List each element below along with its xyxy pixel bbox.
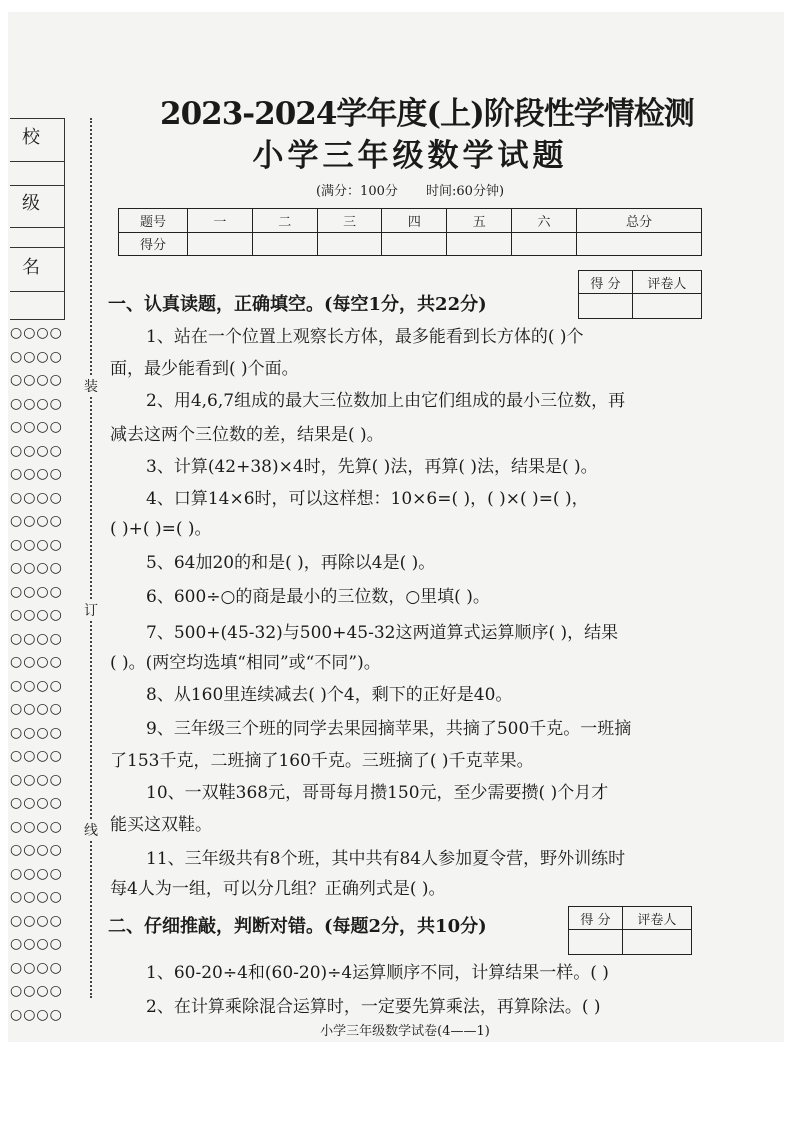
school-blank xyxy=(10,162,64,186)
dot-row: ○○○○ xyxy=(10,348,63,365)
dot-row: ○○○○ xyxy=(10,724,63,741)
score-table-cell: 五 xyxy=(447,209,512,233)
question-line: 11、三年级共有8个班，其中共有84人参加夏令营，野外训练时 xyxy=(146,849,626,869)
grader-name-blank[interactable] xyxy=(632,294,701,319)
score-table-cell: 题号 xyxy=(119,209,188,233)
dot-row: ○○○○ xyxy=(10,654,63,670)
score-table-header-row xyxy=(119,209,702,233)
dot-row: ○○○○ xyxy=(10,677,63,694)
dot-row: ○○○○ xyxy=(10,466,63,482)
dot-row: ○○○○ xyxy=(10,818,63,835)
page-footer: 小学三年级数学试卷(4——1) xyxy=(320,1024,490,1039)
binding-char-zhuang: 装 xyxy=(84,376,98,396)
class-blank xyxy=(10,228,64,248)
question-line: ( )。(两空均选填“相同”或“不同”)。 xyxy=(110,653,381,673)
dot-row: ○○○○ xyxy=(10,372,63,388)
dot-row: ○○○○ xyxy=(10,489,63,506)
dot-row: ○○○○ xyxy=(10,513,63,529)
question-line: 了153千克，二班摘了160千克。三班摘了( )千克苹果。 xyxy=(110,751,534,771)
question-line: 面，最少能看到( )个面。 xyxy=(110,359,299,379)
score-table xyxy=(118,208,702,256)
grader-name-label: 评卷人 xyxy=(622,907,691,930)
section1-heading: 一、认真读题，正确填空。(每空1分，共22分) xyxy=(108,294,487,315)
name-label: 名 xyxy=(10,248,64,292)
binding-char-xian: 线 xyxy=(84,820,98,840)
grader-score-label: 得 分 xyxy=(569,907,623,930)
dot-row: ○○○○ xyxy=(10,889,63,905)
grader-box-2 xyxy=(568,906,692,955)
exam-meta xyxy=(260,180,560,199)
grader-score-blank[interactable] xyxy=(579,294,633,319)
binding-dotted-line xyxy=(90,118,92,998)
score-table-cell: 二 xyxy=(252,209,317,233)
dot-row: ○○○○ xyxy=(10,912,63,929)
question-line: 3、计算(42+38)×4时，先算( )法，再算( )法，结果是( )。 xyxy=(146,457,598,477)
binding-dots xyxy=(10,322,66,1027)
score-table-cell: 一 xyxy=(188,209,253,233)
question-line: 6、600÷○的商是最小的三位数，○里填( )。 xyxy=(146,587,490,607)
dot-row: ○○○○ xyxy=(10,1006,63,1023)
dot-row: ○○○○ xyxy=(10,771,63,788)
score-blank[interactable] xyxy=(252,232,317,256)
school-label: 校 xyxy=(10,118,64,162)
score-table-score-row xyxy=(119,232,702,256)
question-line: 1、站在一个位置上观察长方体，最多能看到长方体的( )个 xyxy=(146,327,584,347)
dot-row: ○○○○ xyxy=(10,583,63,600)
dot-row: ○○○○ xyxy=(10,936,63,952)
class-label: 级 xyxy=(10,184,64,228)
dot-row: ○○○○ xyxy=(10,865,63,882)
dot-row: ○○○○ xyxy=(10,419,63,435)
score-table-cell: 得分 xyxy=(119,232,188,256)
dot-row: ○○○○ xyxy=(10,607,63,623)
full-score: (满分：100分 xyxy=(315,184,398,199)
score-blank[interactable] xyxy=(382,232,447,256)
score-table-cell: 六 xyxy=(512,209,577,233)
dot-row: ○○○○ xyxy=(10,983,63,999)
dot-row: ○○○○ xyxy=(10,701,63,717)
dot-row: ○○○○ xyxy=(10,630,63,647)
section2-heading: 二、仔细推敲，判断对错。(每题2分，共10分) xyxy=(108,916,487,937)
question-line: 8、从160里连续减去( )个4，剩下的正好是40。 xyxy=(146,685,513,705)
question-line: 2、用4,6,7组成的最大三位数加上由它们组成的最小三位数，再 xyxy=(146,391,626,411)
question-line: 能买这双鞋。 xyxy=(110,815,212,835)
score-blank[interactable] xyxy=(576,232,701,256)
question-line: 10、一双鞋368元，哥哥每月攒150元，至少需要攒( )个月才 xyxy=(146,783,609,803)
question-line: ( )+( )=( )。 xyxy=(110,519,212,539)
dot-row: ○○○○ xyxy=(10,959,63,976)
dot-row: ○○○○ xyxy=(10,536,63,553)
question-line: 9、三年级三个班的同学去果园摘苹果，共摘了500千克。一班摘 xyxy=(146,719,632,739)
score-blank[interactable] xyxy=(447,232,512,256)
question-line: 5、64加20的和是( )，再除以4是( )。 xyxy=(146,553,436,573)
score-table-cell: 总分 xyxy=(576,209,701,233)
dot-row: ○○○○ xyxy=(10,395,63,412)
dot-row: ○○○○ xyxy=(10,325,63,341)
question-line: 2、在计算乘除混合运算时，一定要先算乘法，再算除法。( ) xyxy=(146,997,601,1017)
question-line: 每4人为一组，可以分几组？正确列式是( )。 xyxy=(110,879,446,899)
dot-row: ○○○○ xyxy=(10,795,63,811)
dot-row: ○○○○ xyxy=(10,442,63,459)
grader-name-label: 评卷人 xyxy=(632,271,701,294)
score-table-cell: 三 xyxy=(317,209,382,233)
exam-subtitle: 小学三年级数学试题 xyxy=(252,138,568,174)
score-blank[interactable] xyxy=(512,232,577,256)
question-line: 7、500+(45-32)与500+45-32这两道算式运算顺序( )，结果 xyxy=(146,623,619,643)
exam-title: 2023-2024学年度(上)阶段性学情检测 xyxy=(160,96,694,132)
dot-row: ○○○○ xyxy=(10,748,63,764)
question-line: 减去这两个三位数的差，结果是( )。 xyxy=(110,425,384,445)
grader-name-blank[interactable] xyxy=(622,930,691,955)
binding-char-ding: 订 xyxy=(84,600,98,620)
score-table-cell: 四 xyxy=(382,209,447,233)
grader-score-label: 得 分 xyxy=(579,271,633,294)
grader-score-blank[interactable] xyxy=(569,930,623,955)
score-blank[interactable] xyxy=(188,232,253,256)
dot-row: ○○○○ xyxy=(10,560,63,576)
question-line: 4、口算14×6时，可以这样想：10×6=( )，( )×( )=( )， xyxy=(146,489,589,509)
score-blank[interactable] xyxy=(317,232,382,256)
dot-row: ○○○○ xyxy=(10,842,63,858)
grader-box-1 xyxy=(578,270,702,319)
question-line: 1、60-20÷4和(60-20)÷4运算顺序不同，计算结果一样。( ) xyxy=(146,963,609,983)
time-limit: 时间:60分钟) xyxy=(426,184,505,199)
